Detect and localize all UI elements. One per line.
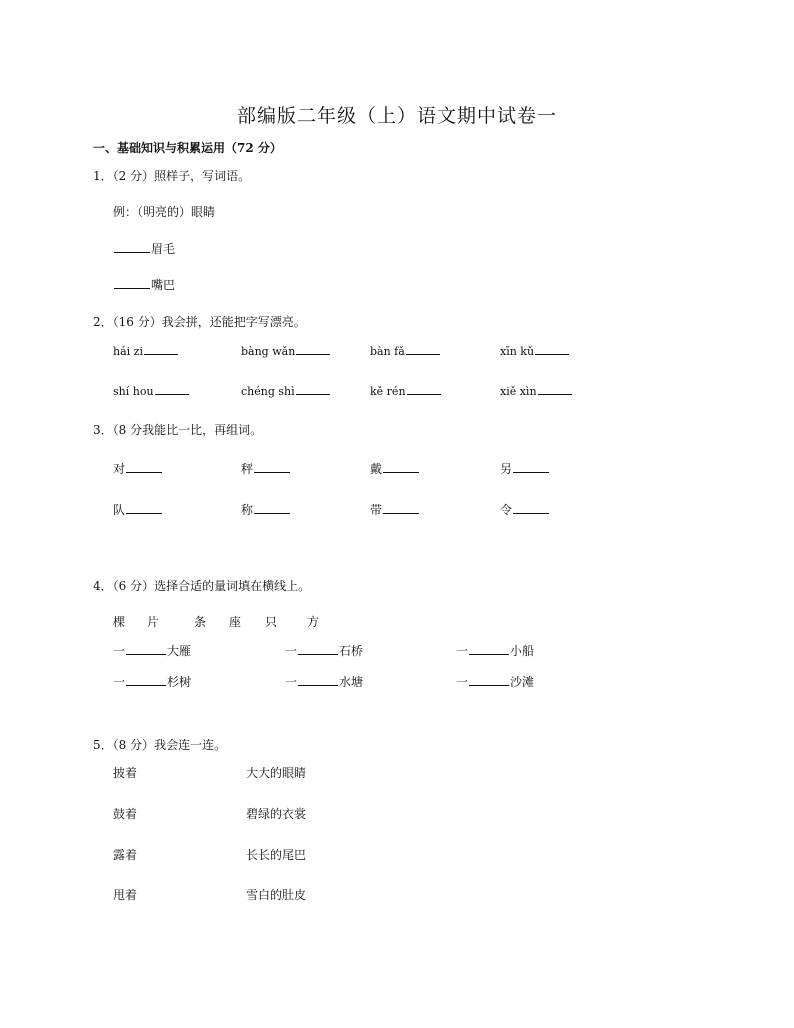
match-right-item[interactable]: 碧绿的衣裳 — [246, 807, 307, 821]
measure-word-item: 一 沙滩 — [456, 675, 535, 689]
answer-blank[interactable] — [469, 643, 509, 655]
answer-blank[interactable] — [383, 461, 419, 473]
measure-word-option: 棵 — [113, 615, 126, 629]
question-1-item: 眉毛 — [113, 240, 175, 257]
compare-item: 队 — [113, 501, 163, 518]
answer-blank[interactable] — [383, 502, 419, 514]
answer-blank[interactable] — [126, 461, 162, 473]
measure-word-item: 一 大雁 — [113, 644, 192, 658]
question-4-heading: 4．（6 分）选择合适的量词填在横线上。 — [93, 579, 311, 593]
question-1-heading: 1．（2 分）照样子，写词语。 — [93, 169, 251, 183]
compare-item: 称 — [241, 501, 291, 518]
match-left-item[interactable]: 露着 — [113, 848, 138, 862]
measure-word-option: 方 — [307, 615, 320, 629]
measure-word-option: 片 — [147, 615, 160, 629]
question-3-heading: 3．（8 分我能比一比，再组词。 — [93, 423, 263, 437]
answer-blank[interactable] — [126, 643, 166, 655]
answer-blank[interactable] — [114, 277, 150, 289]
answer-blank[interactable] — [407, 383, 441, 395]
measure-word-item: 一 小船 — [456, 644, 535, 658]
page-title: 部编版二年级（上）语文期中试卷一 — [236, 105, 557, 127]
match-left-item[interactable]: 甩着 — [113, 888, 138, 902]
answer-blank[interactable] — [513, 461, 549, 473]
match-left-item[interactable]: 鼓着 — [113, 807, 138, 821]
pinyin-item: bàn fǎ — [370, 343, 441, 358]
question-5-heading: 5．（8 分）我会连一连。 — [93, 738, 227, 752]
answer-blank[interactable] — [296, 343, 330, 355]
answer-blank[interactable] — [298, 674, 338, 686]
answer-blank[interactable] — [298, 643, 338, 655]
match-right-item[interactable]: 雪白的肚皮 — [246, 888, 307, 902]
pinyin-item: hái zi — [113, 343, 179, 358]
measure-word-item: 一 石桥 — [285, 644, 364, 658]
answer-blank[interactable] — [144, 343, 178, 355]
answer-blank[interactable] — [535, 343, 569, 355]
pinyin-item: xiě xìn — [500, 383, 573, 398]
pinyin-item: kě rén — [370, 383, 442, 398]
compare-item: 带 — [370, 501, 420, 518]
match-left-item[interactable]: 披着 — [113, 766, 138, 780]
answer-blank[interactable] — [126, 674, 166, 686]
pinyin-item: bàng wǎn — [241, 343, 331, 358]
measure-word-option: 只 — [265, 615, 278, 629]
answer-blank[interactable] — [513, 502, 549, 514]
answer-blank[interactable] — [406, 343, 440, 355]
measure-word-item: 一 水塘 — [285, 675, 364, 689]
question-1-example: 例：（明亮的）眼睛 — [113, 205, 216, 219]
compare-item: 对 — [113, 460, 163, 477]
answer-blank[interactable] — [296, 383, 330, 395]
answer-blank[interactable] — [469, 674, 509, 686]
question-1-item: 嘴巴 — [113, 276, 175, 293]
answer-blank[interactable] — [114, 241, 150, 253]
pinyin-item: shí hou — [113, 383, 190, 398]
measure-word-option: 条 — [194, 615, 207, 629]
compare-item: 另 — [500, 460, 550, 477]
pinyin-item: chéng shì — [241, 383, 331, 398]
match-right-item[interactable]: 长长的尾巴 — [246, 848, 307, 862]
pinyin-item: xīn kǔ — [500, 343, 570, 358]
answer-blank[interactable] — [538, 383, 572, 395]
answer-blank[interactable] — [126, 502, 162, 514]
match-right-item[interactable]: 大大的眼睛 — [246, 766, 307, 780]
question-2-heading: 2．（16 分）我会拼，还能把字写漂亮。 — [93, 315, 306, 329]
measure-word-item: 一 杉树 — [113, 675, 192, 689]
compare-item: 戴 — [370, 460, 420, 477]
answer-blank[interactable] — [254, 502, 290, 514]
compare-item: 令 — [500, 501, 550, 518]
answer-blank[interactable] — [155, 383, 189, 395]
compare-item: 秤 — [241, 460, 291, 477]
measure-word-option: 座 — [229, 615, 242, 629]
section-heading: 一、基础知识与积累运用（72 分） — [93, 141, 282, 155]
answer-blank[interactable] — [254, 461, 290, 473]
